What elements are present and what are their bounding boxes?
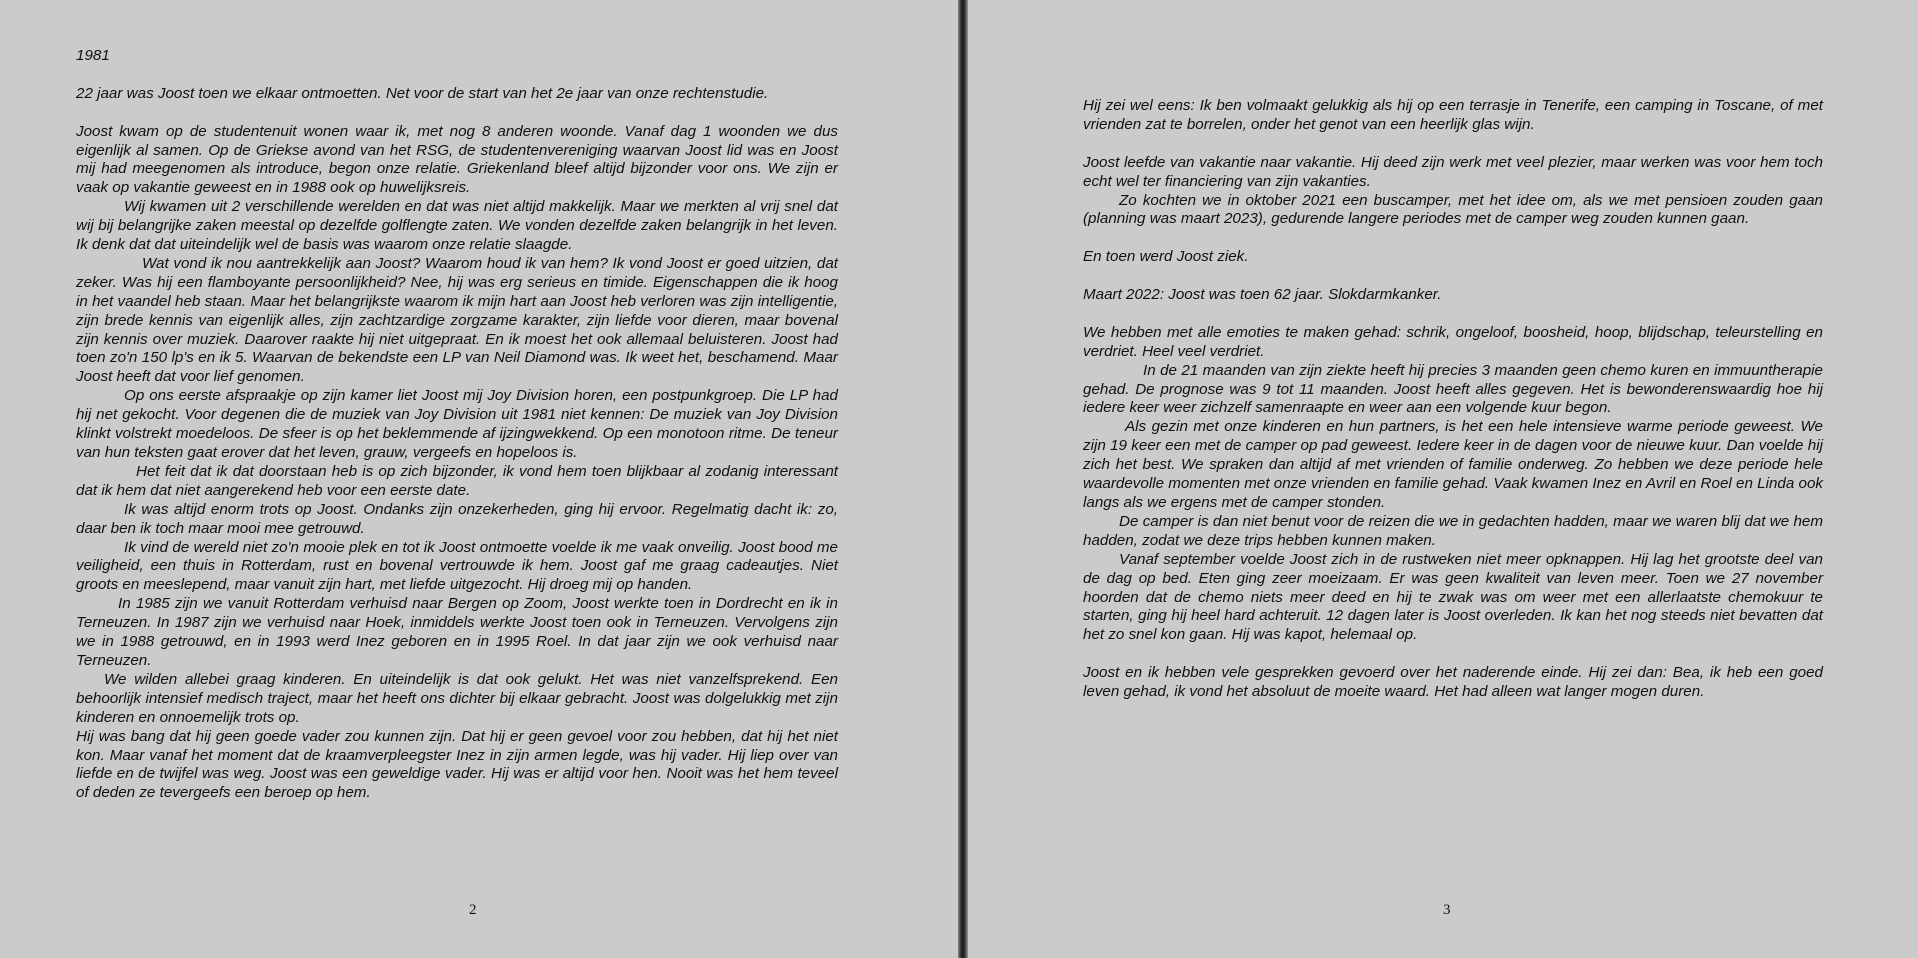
paragraph: Hij was bang dat hij geen goede vader zou kunnen zijn. Dat hij er geen gevoel voor zou hebben, dat hij het niet kon. Maar vanaf het moment dat de kraamverpleegster Inez in zijn armen legde, was hij vader. Hij liep over van liefde en de twijfel was weg. Joost was een geweldige vader. Hij was er altijd voor hen. Nooit was het hem teveel of deden ze tevergeefs een beroep op hem. xyxy=(76,727,838,802)
paragraph: Op ons eerste afspraakje op zijn kamer liet Joost mij Joy Division horen, een postpunkgroep. Die LP had hij net gekocht. Voor degenen die de muziek van Joy Division uit 1981 niet kennen: De muziek van Joy Division klinkt volstrekt moedeloos. De sfeer is op het beklemmende af ijzingwekkend. Op een monotoon ritme. De teneur van hun teksten gaat erover dat het leven, grauw, vergeefs en hopeloos is. xyxy=(76,387,838,461)
paragraph: Maart 2022: Joost was toen 62 jaar. Slokdarmkanker. xyxy=(1083,286,1442,304)
paragraph: Wij kwamen uit 2 verschillende werelden en dat was niet altijd makkelijk. Maar we merkten al vrij snel dat wij bij belangrijke zaken meestal op dezelfde golflengte zaten. We vonden dezelfde zaken belangrijk in het leven. Ik denk dat dat uiteindelijk wel de basis was waarom onze relatie slaagde. xyxy=(76,198,838,254)
paragraph: We wilden allebei graag kinderen. En uiteindelijk is dat ook gelukt. Het was niet vanzelfsprekend. Een behoorlijk intensief medisch traject, maar het heeft ons dichter bij elkaar gebracht. Joost was dolgelukkig met zijn kinderen en onnoemelijk trots op. xyxy=(76,670,838,726)
paragraph: 22 jaar was Joost toen we elkaar ontmoetten. Net voor de start van het 2e jaar van onze rechtenstudie. xyxy=(76,84,769,102)
page-number: 3 xyxy=(1443,902,1451,918)
paragraph: Zo kochten we in oktober 2021 een buscamper, met het idee om, als we met pensioen zouden gaan (planning was maart 2023), gedurende langere periodes met de camper weg zouden kunnen gaan. xyxy=(1083,191,1823,228)
page-left xyxy=(0,0,958,958)
book-gutter xyxy=(958,0,968,958)
paragraph: Hij zei wel eens: Ik ben volmaakt gelukkig als hij op een terrasje in Tenerife, een camping in Toscane, of met vrienden zat te borrelen, onder het genot van een heerlijk glas wijn. xyxy=(1083,97,1823,133)
paragraph: Joost en ik hebben vele gesprekken gevoerd over het naderende einde. Hij zei dan: Bea, ik heb een goed leven gehad, ik vond het absoluut de moeite waard. Het had alleen wat langer mogen duren. xyxy=(1083,664,1823,701)
paragraph: In 1985 zijn we vanuit Rotterdam verhuisd naar Bergen op Zoom, Joost werkte toen in Dordrecht en ik in Terneuzen. In 1987 zijn we verhuisd naar Hoek, inmiddels werkte Joost toen ook in Terneuzen. Vervolgens zijn we in 1988 getrouwd, en in 1993 werd Inez geboren en in 1995 Roel. In dat jaar zijn we ook verhuisd naar Terneuzen. xyxy=(76,595,838,669)
paragraph: Het feit dat ik dat doorstaan heb is op zich bijzonder, ik vond hem toen blijkbaar al zodanig interessant dat ik hem dat niet aangerekend heb voor een eerste date. xyxy=(76,462,838,499)
page-right xyxy=(968,0,1918,958)
page-right-text xyxy=(1083,97,1823,702)
paragraph: Vanaf september voelde Joost zich in de rustweken niet meer opknappen. Hij lag het grootste deel van de dag op bed. Eten ging zeer moeizaam. Er was geen kwaliteit van leven meer. Toen we 27 november hoorden dat de chemo niets meer deed en hij te zwak was om weer met een allerlaatste chemokuur te starten, ging hij heel hard achteruit. 12 dagen later is Joost overleden. Ik kan het nog steeds niet bevatten dat het zo snel kon gaan. Hij was kapot, helemaal op. xyxy=(1083,550,1823,644)
paragraph: Ik was altijd enorm trots op Joost. Ondanks zijn onzekerheden, ging hij ervoor. Regelmatig dacht ik: zo, daar ben ik toch maar mooi mee getrouwd. xyxy=(76,500,838,537)
paragraph: Ik vind de wereld niet zo'n mooie plek en tot ik Joost ontmoette voelde ik me vaak onveilig. Joost bood me veiligheid, een thuis in Rotterdam, rust en bovenal vertrouwde ik hem. Joost gaf me graag cadeautjes. Niet groots en meeslepend, maar vanuit zijn hart, met liefde uitgezocht. Hij droeg mij op handen. xyxy=(76,538,838,594)
paragraph: Joost leefde van vakantie naar vakantie. Hij deed zijn werk met veel plezier, maar werken was voor hem toch echt wel ter financiering van zijn vakanties. xyxy=(1083,153,1823,190)
paragraph: In de 21 maanden van zijn ziekte heeft hij precies 3 maanden geen chemo kuren en immuuntherapie gehad. De prognose was 9 tot 11 maanden. Joost heeft alles gegeven. Het is bewonderenswaardig hoe hij iedere keer weer zichzelf samenraapte en weer aan een volgende kuur begon. xyxy=(1083,361,1823,417)
paragraph: En toen werd Joost ziek. xyxy=(1083,248,1249,266)
paragraph: Wat vond ik nou aantrekkelijk aan Joost? Waarom houd ik van hem? Ik vond Joost er goed uitzien, dat zeker. Was hij een flamboyante persoonlijkheid? Nee, hij was erg serieus en timide. Eigenschappen die ik hoog in het vaandel heb staan. Maar het belangrijkste waarom ik mijn hart aan Joost heb verloren was zijn intelligentie, zijn brede kennis van eigenlijk alles, zijn zachtzardige zorgzame karakter, zijn liefde voor dieren, maar bovenal zijn kennis over muziek. Daarover raakte hij niet uitgepraat. En ik moest het ook allemaal beluisteren. Joost had toen zo'n 150 lp's en ik 5. Waarvan de bekendste een LP van Neil Diamond was. Ik weet het, beschamend. Maar Joost heeft dat voor lief genomen. xyxy=(76,254,838,386)
paragraph: We hebben met alle emoties te maken gehad: schrik, ongeloof, boosheid, hoop, blijdschap, teleurstelling en verdriet. Heel veel verdriet. xyxy=(1083,323,1823,360)
paragraph: De camper is dan niet benut voor de reizen die we in gedachten hadden, maar we waren blij dat we hem hadden, zodat we deze trips hebben kunnen maken. xyxy=(1083,512,1823,549)
paragraph: Joost kwam op de studentenuit wonen waar ik, met nog 8 anderen woonde. Vanaf dag 1 woonden we dus eigenlijk al samen. Op de Griekse avond van het RSG, de studentenvereniging waarvan Joost lid was en Joost mij had meegenomen als introduce, begon onze relatie. Griekenland bleef altijd bijzonder voor ons. We zijn er vaak op vakantie geweest en in 1988 ook op huwelijksreis. xyxy=(76,122,838,197)
page-number: 2 xyxy=(469,902,477,918)
page-left-text xyxy=(76,47,838,803)
paragraph: Als gezin met onze kinderen en hun partners, is het een hele intensieve warme periode geweest. We zijn 19 keer een met de camper op pad geweest. Iedere keer in de dagen voor de nieuwe kuur. Dan voelde hij zich het best. We spraken dan altijd af met vrienden of familie onderweg. Zo hebben we deze periode hele waardevolle momenten met onze vrienden en familie gehad. Vaak kwamen Inez en Avril en Roel en Linda ook langs als we ergens met de camper stonden. xyxy=(1083,418,1823,511)
year-heading: 1981 xyxy=(76,47,110,64)
